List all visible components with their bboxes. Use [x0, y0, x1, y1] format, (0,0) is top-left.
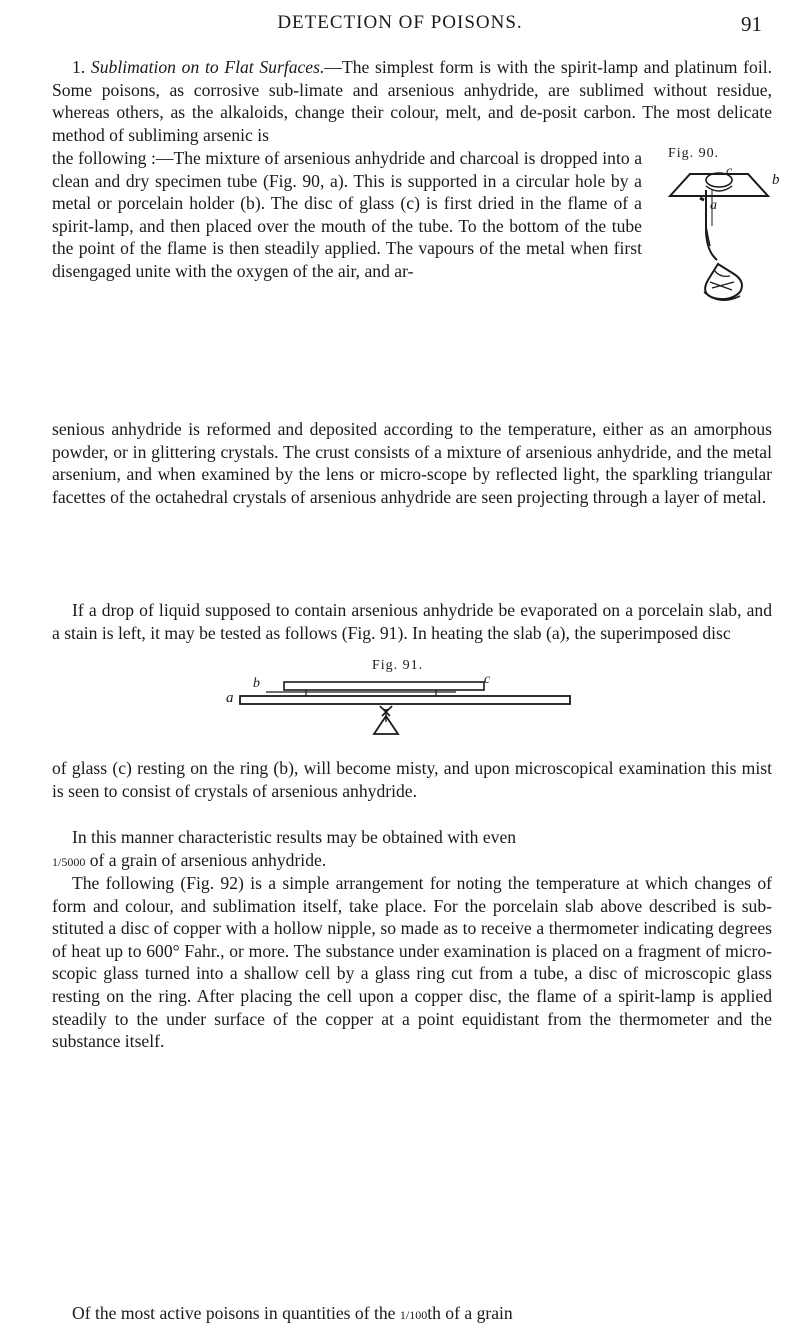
paragraph-number: 1. [72, 57, 86, 77]
fig-91-label-a: a [226, 690, 235, 706]
paragraph-1-wrap-text: the following :—The mixture of arsenious anhydride and charcoal is dropped into a clean and dry specimen tube (Fig. 90, a). This is supported in a circular hole by a metal or porcelain holder (b). The disc of glass (c) is first dried in the flame of a spirit-lamp, and then placed over the mouth of the tube. To the bottom of the tube the point of the flame is then steadily applied. The vapours of the metal when first disengaged unite with the oxygen of the air, and ar- [52, 148, 642, 281]
fig-91-label-c: c [484, 672, 492, 687]
fraction-one-five-thousandth: 1/5000 [52, 854, 86, 869]
paragraph-1-full-text: senious anhydride is reformed and deposited according to the temperature, either as an amorphous powder, or in glittering crystals. The crust consists of a mixture of arsenious anhydride, and the metal arsenium, and when examined by the lens or micro-scope by reflected light, the sparkling triangular facettes of the octahedral crystals of arsenious anhydride are seen projecting through a layer of metal. [52, 419, 772, 507]
paragraph-1-continuation [52, 418, 772, 508]
paragraph-3-text: In this manner characteristic results may be obtained with even [72, 827, 517, 847]
paragraph-1-lead: —The simplest form is with the spirit-lamp and platinum foil. Some poisons, as corrosive sub-limate and arsenious anhydride, are sublimed without residue, whereas others, as the alkaloids, change their colour, melt, and de-posit carbon. The most delicate method of subliming arsenic is [52, 57, 773, 145]
paragraph-5-tail: th of a grain [427, 1303, 513, 1323]
fig-90-illustration [660, 166, 780, 316]
paragraph-3 [52, 826, 772, 873]
page-number: 91 [741, 12, 762, 36]
paragraph-3-tail: of a grain of arsenious anhydride. [85, 849, 327, 870]
sidehead-sublimation: Sublimation on to Flat Surfaces. [90, 57, 325, 77]
fig-90-label-b: b [772, 172, 781, 188]
running-title: DETECTION OF POISONS. [277, 12, 523, 33]
paragraph-2-text: If a drop of liquid supposed to contain arsenious anhydride be evaporated on a porcelain slab, and a stain is left, it may be tested as follows (Fig. 91). In heating the slab (a), the superimposed disc [52, 600, 772, 643]
paragraph-4 [52, 872, 772, 1053]
fig-90-caption: Fig. 90. [668, 146, 720, 161]
fig-91-caption: Fig. 91. [372, 658, 424, 673]
paragraph-2-continuation [52, 757, 772, 802]
paragraph-4-text: The following (Fig. 92) is a simple arrangement for noting the temperature at which changes of form and colour, and sublimation itself, take place. For the porcelain slab above described is sub-stituted a disc of copper with a hollow nipple, so made as to receive a thermometer indicating degrees of heat up to 600° Fahr., or more. The substance under examination is placed on a fragment of micro-scopic glass turned into a shallow cell by a glass ring cut from a tube, a disc of microscopic glass resting on the ring. After placing the cell upon a copper disc, the flame of a spirit-lamp is applied steadily to the under surface of the copper at a point equidistant from the thermometer and the substance itself. [52, 873, 772, 1052]
paragraph-5-text: Of the most active poisons in quantities of the [72, 1303, 400, 1323]
fraction-one-hundredth: 1/100 [399, 1308, 428, 1322]
paragraph-1-wrap [52, 147, 642, 283]
running-head [0, 8, 800, 48]
paragraph-2 [52, 599, 772, 644]
paragraph-5 [52, 1302, 772, 1327]
fig-91-label-b: b [253, 676, 261, 691]
paragraph-2-cont-text: of glass (c) resting on the ring (b), will become misty, and upon microscopical examination this mist is seen to consist of crystals of arsenious anhydride. [52, 758, 772, 801]
fig-91-illustration [236, 678, 576, 748]
paragraph-1-opening [52, 56, 772, 146]
fig-90-label-c: c [726, 164, 734, 179]
fig-90-label-a: a [710, 198, 718, 213]
